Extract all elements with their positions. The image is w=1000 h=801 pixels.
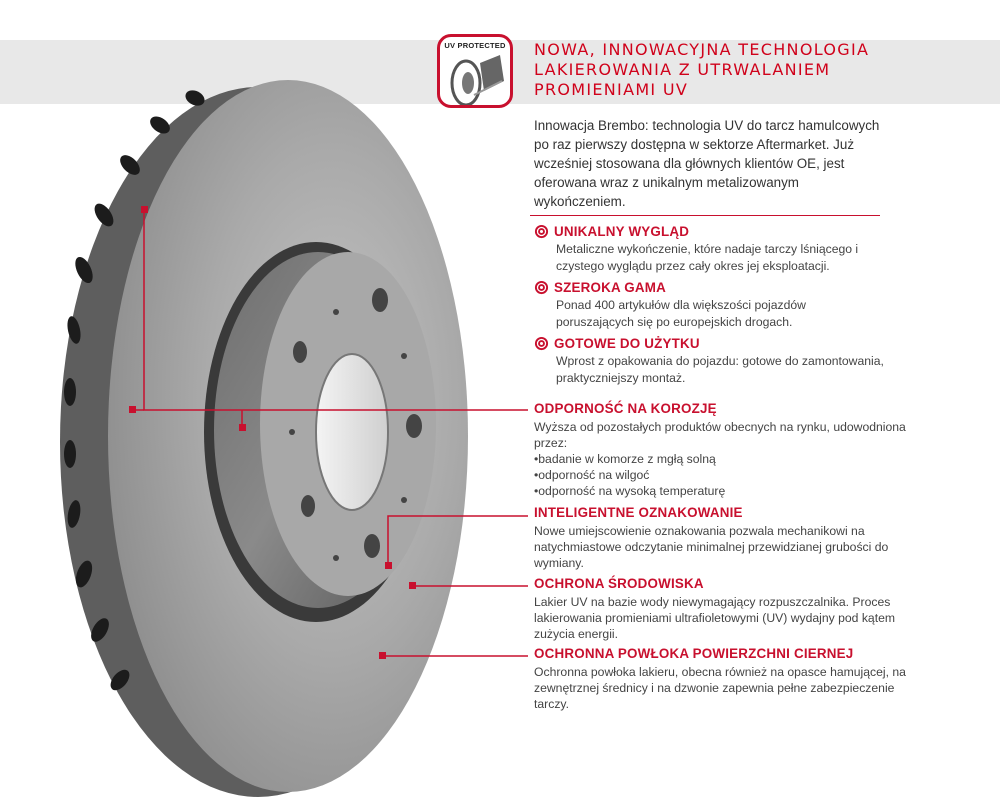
uv-badge-label: UV PROTECTED bbox=[444, 41, 506, 50]
headline bbox=[534, 40, 974, 100]
bullet-item: • odporność na wilgoć bbox=[534, 467, 914, 483]
callout-environment bbox=[534, 575, 914, 642]
brake-disc-icon bbox=[534, 336, 549, 351]
feature-ready-to-use bbox=[534, 334, 884, 387]
brake-disc-caliper-icon bbox=[444, 51, 508, 107]
callout-title: OCHRONNA POWŁOKA POWIERZCHNI CIERNEJ bbox=[534, 646, 854, 661]
callout-title: OCHRONA ŚRODOWISKA bbox=[534, 576, 704, 591]
feature-wide-range bbox=[534, 278, 884, 331]
brake-disc-icon bbox=[534, 224, 549, 239]
callout-bullet-list bbox=[534, 451, 914, 499]
feature-description: Metaliczne wykończenie, które nadaje tarczy lśniącego i czystego wyglądu przez cały okres jej eksploatacji. bbox=[556, 242, 859, 273]
callout-description: Lakier UV na bazie wody niewymagający rozpuszczalnika. Proces lakierowania promieniami ultrafioletowymi (UV) wydajny pod kątem zużycia energii. bbox=[534, 595, 896, 641]
callout-corrosion-resistance bbox=[534, 400, 914, 499]
callout-description: Nowe umiejscowienie oznakowania pozwala mechanikowi na natychmiastowe odczytanie minimalnej przewidzianej grubości do wymiany. bbox=[534, 524, 889, 570]
callout-description: Wyższa od pozostałych produktów obecnych na rynku, udowodniona przez: bbox=[534, 420, 906, 450]
callout-title: INTELIGENTNE OZNAKOWANIE bbox=[534, 505, 743, 520]
callout-protective-coating bbox=[534, 645, 914, 712]
headline-line-1: NOWA, INNOWACYJNA TECHNOLOGIA bbox=[534, 40, 870, 59]
section-divider bbox=[530, 215, 880, 216]
feature-description: Wprost z opakowania do pojazdu: gotowe do zamontowania, praktyczniejszy montaż. bbox=[556, 354, 884, 385]
feature-unique-look bbox=[534, 222, 884, 275]
intro-text: Innowacja Brembo: technologia UV do tarcz hamulcowych po raz pierwszy dostępna w sektorze Aftermarket. Już wcześniej stosowana dla głównych klientów OE, jest oferowana wraz z unikalnym metalizowanym wykończeniem. bbox=[534, 118, 880, 209]
bullet-item: • badanie w komorze z mgłą solną bbox=[534, 451, 914, 467]
feature-title: SZEROKA GAMA bbox=[554, 279, 667, 295]
callout-description: Ochronna powłoka lakieru, obecna również na opasce hamującej, na zewnętrznej średnicy i na dzwonie zapewnia pełne zabezpieczenie tarczy. bbox=[534, 665, 906, 711]
feature-title: UNIKALNY WYGLĄD bbox=[554, 223, 690, 239]
bullet-item: • odporność na wysoką temperaturę bbox=[534, 483, 914, 499]
uv-protected-badge bbox=[437, 34, 513, 108]
brake-disc-icon bbox=[534, 280, 549, 295]
headline-line-3: PROMIENIAMI UV bbox=[534, 80, 689, 99]
callout-title: ODPORNOŚĆ NA KOROZJĘ bbox=[534, 401, 717, 416]
feature-description: Ponad 400 artykułów dla większości pojazdów poruszających się po europejskich drogach. bbox=[556, 298, 806, 329]
callout-smart-marking bbox=[534, 504, 914, 571]
headline-line-2: LAKIEROWANIA Z UTRWALANIEM bbox=[534, 60, 831, 79]
feature-title: GOTOWE DO UŻYTKU bbox=[554, 335, 700, 351]
